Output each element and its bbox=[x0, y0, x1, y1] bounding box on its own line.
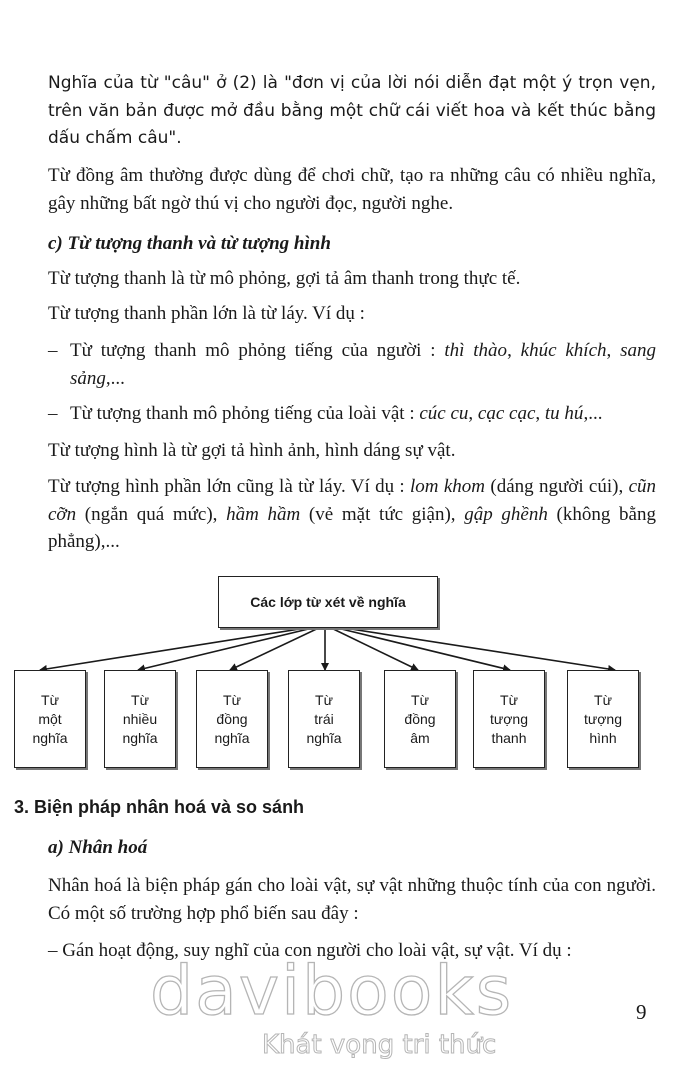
child-line: âm bbox=[410, 729, 430, 746]
child-line: hình bbox=[589, 729, 617, 746]
page-number: 9 bbox=[636, 1000, 647, 1024]
diagram-child-5 bbox=[384, 670, 456, 768]
diagram-root-label: Các lớp từ xét về nghĩa bbox=[250, 593, 406, 610]
watermark-tagline: Khát vọng tri thức bbox=[262, 1030, 497, 1060]
child-line: Từ bbox=[131, 691, 149, 708]
paragraph-homonym-usage: Từ đồng âm thường được dùng để chơi chữ, tạo ra những câu có nhiều nghĩa, gây những bất ngờ thú vị cho người đọc, người nghe. bbox=[48, 165, 656, 214]
separator: , bbox=[535, 403, 545, 424]
child-line: Từ bbox=[223, 691, 241, 708]
diagram-child-6 bbox=[473, 670, 545, 768]
diagram-child-7 bbox=[567, 670, 639, 768]
subheading-a: a) Nhân hoá bbox=[48, 837, 148, 858]
child-line: đồng bbox=[216, 710, 248, 727]
arrow-1 bbox=[40, 625, 325, 670]
child-line: nghĩa bbox=[306, 729, 342, 746]
child-line: Từ bbox=[41, 691, 59, 708]
paragraph-ideophone-examples bbox=[48, 473, 656, 556]
diagram-child-3 bbox=[196, 670, 268, 768]
gloss: (không bằng phẳng),... bbox=[48, 503, 656, 552]
paragraph-ideophone-def: Từ tượng hình là từ gợi tả hình ảnh, hình dáng sự vật. bbox=[48, 440, 456, 461]
bullet-dash: – bbox=[48, 340, 58, 361]
example-word: thì thào bbox=[444, 340, 508, 361]
bullet-lead: Từ tượng thanh mô phỏng tiếng của người : bbox=[70, 340, 445, 361]
separator: , bbox=[606, 340, 621, 361]
trailing-ellipsis: ,... bbox=[105, 367, 125, 389]
example-word: hầm hầm bbox=[226, 503, 301, 525]
bullet-human-sounds bbox=[48, 337, 656, 392]
subheading-c: c) Từ tượng thanh và từ tượng hình bbox=[48, 233, 331, 254]
child-line: Từ bbox=[315, 691, 333, 708]
example-word: sang sảng bbox=[70, 340, 657, 389]
arrow-6 bbox=[325, 625, 510, 670]
child-line: nhiều bbox=[122, 710, 158, 727]
watermark-logo: davibooks bbox=[150, 952, 514, 1031]
arrow-7 bbox=[325, 625, 615, 670]
child-line: nghĩa bbox=[122, 729, 158, 746]
gloss: (vẻ mặt tức giận), bbox=[300, 503, 465, 525]
example-word: cũn cỡn bbox=[48, 476, 656, 525]
child-line: Từ bbox=[411, 691, 429, 708]
child-line: thanh bbox=[491, 729, 527, 746]
trailing-ellipsis: ,... bbox=[583, 403, 603, 424]
example-word: tu hú bbox=[544, 403, 584, 424]
child-line: đồng bbox=[404, 710, 436, 727]
child-line: trái bbox=[314, 710, 334, 727]
diagram-child-4 bbox=[288, 670, 360, 768]
gloss: (dáng người cúi), bbox=[485, 476, 629, 497]
child-line: nghĩa bbox=[32, 729, 68, 746]
bullet-animal-sounds bbox=[48, 400, 656, 428]
bullet-lead: Từ tượng thanh mô phỏng tiếng của loài vật : bbox=[70, 403, 420, 424]
paragraph-cau-meaning: Nghĩa của từ "câu" ở (2) là "đơn vị của lời nói diễn đạt một ý trọn vẹn, trên văn bản được mở đầu bằng một chữ cái viết hoa và kết thúc bằng dấu chấm câu". bbox=[48, 73, 656, 148]
example-word: khúc khích bbox=[520, 340, 607, 361]
paragraph-onomatopoeia-reduplicative: Từ tượng thanh phần lớn là từ láy. Ví dụ : bbox=[48, 303, 365, 324]
diagram-child-2 bbox=[104, 670, 176, 768]
gloss: (ngắn quá mức), bbox=[76, 503, 227, 525]
child-line: tượng bbox=[583, 710, 622, 727]
child-line: tượng bbox=[489, 710, 528, 727]
arrow-2 bbox=[138, 625, 325, 670]
child-line: một bbox=[38, 710, 62, 727]
example-word: lom khom bbox=[410, 476, 486, 497]
diagram-child-1 bbox=[14, 670, 86, 768]
paragraph-personification-def: Nhân hoá là biện pháp gán cho loài vật, sự vật những thuộc tính của con người. Có một số trường hợp phổ biến sau đây : bbox=[48, 875, 656, 924]
bullet-dash: – bbox=[48, 403, 58, 424]
child-line: nghĩa bbox=[214, 729, 250, 746]
paragraph-onomatopoeia-def: Từ tượng thanh là từ mô phỏng, gợi tả âm thanh trong thực tế. bbox=[48, 268, 521, 289]
child-line: Từ bbox=[500, 691, 518, 708]
example-word: cúc cu bbox=[419, 403, 469, 424]
example-word: gập ghềnh bbox=[464, 503, 548, 525]
child-line: Từ bbox=[594, 691, 612, 708]
separator: , bbox=[468, 403, 478, 424]
diagram-root-box bbox=[218, 576, 438, 628]
example-word: cạc cạc bbox=[477, 403, 536, 424]
text-span: Từ tượng hình phần lớn cũng là từ láy. Ví dụ : bbox=[48, 476, 411, 497]
section-3-title: 3. Biện pháp nhân hoá và so sánh bbox=[14, 797, 305, 817]
separator: , bbox=[507, 340, 521, 361]
paragraph-personification-case: – Gán hoạt động, suy nghĩ của con người cho loài vật, sự vật. Ví dụ : bbox=[48, 940, 572, 961]
